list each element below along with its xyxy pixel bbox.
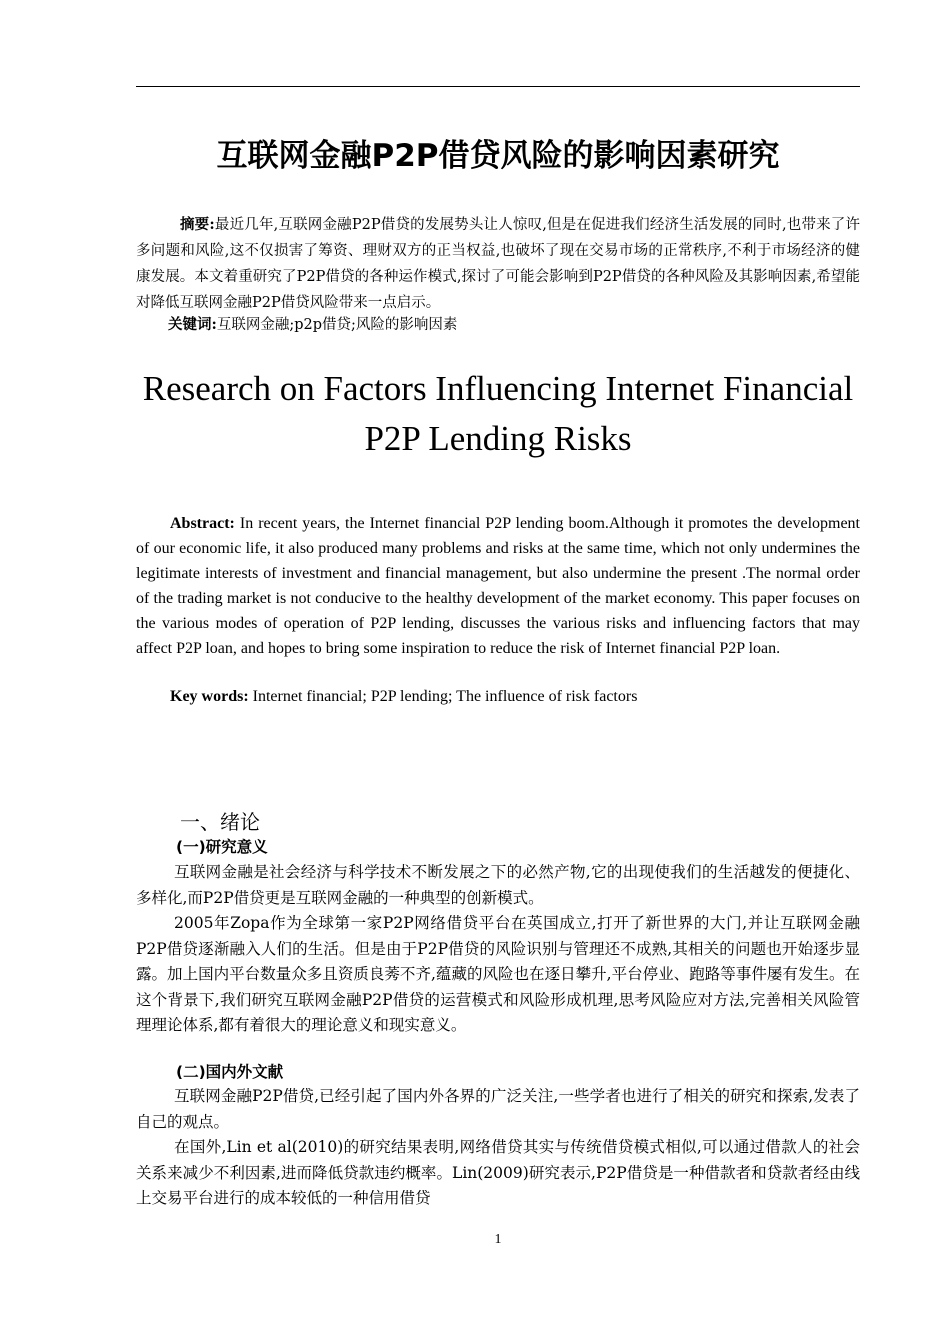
section-heading-introduction: 一、绪论 <box>180 810 260 834</box>
chinese-keywords <box>136 314 860 336</box>
chinese-abstract-label: 摘要: <box>180 216 215 233</box>
paragraph: 2005年Zopa作为全球第一家P2P网络借贷平台在英国成立,打开了新世界的大门,并让互联网金融P2P借贷逐渐融入人们的生活。但是由于P2P借贷的风险识别与管理还不成熟,其相关的问题也开始逐步显露。加上国内平台数量众多且资质良莠不齐,蕴藏的风险也在逐日攀升,平台停业、跑路等事件屡有发生。在这个背景下,我们研究互联网金融P2P借贷的运营模式和风险形成机理,思考风险应对方法,完善相关风险管理理论体系,都有着很大的理论意义和现实意义。 <box>136 914 860 1034</box>
chinese-keywords-text: 互联网金融;p2p借贷;风险的影响因素 <box>216 317 458 333</box>
subsection-heading-literature: (二)国内外文献 <box>176 1063 284 1081</box>
paragraph: 在国外,Lin et al(2010)的研究结果表明,网络借贷其实与传统借贷模式相似,可以通过借款人的社会关系来减少不利因素,进而降低贷款违约概率。Lin(2009)研究表示,P2P借贷是一种借款者和贷款者经由线上交易平台进行的成本较低的一种信用借贷 <box>136 1138 860 1207</box>
chinese-abstract <box>136 212 860 316</box>
chinese-keywords-label: 关键词: <box>168 316 217 333</box>
header-rule <box>136 86 860 87</box>
english-keywords <box>136 686 860 708</box>
chinese-title: 互联网金融P2P借贷风险的影响因素研究 <box>216 138 780 174</box>
paragraph: 互联网金融P2P借贷,已经引起了国内外各界的广泛关注,一些学者也进行了相关的研究和探索,发表了自己的观点。 <box>136 1087 860 1131</box>
page-number: 1 <box>494 1232 502 1247</box>
english-keywords-text: Internet financial; P2P lending; The influence of risk factors <box>252 688 638 705</box>
english-abstract-text: In recent years, the Internet financial P2P lending boom.Although it promotes the development of our economic life, it also produced many problems and risks at the same time, which not only undermines the legitimate interests of investment and financial management, but also undermine the present .The normal order of the trading market is not conducive to the healthy development of the market economy. This paper focuses on the various modes of operation of P2P lending, discusses the various risks and influencing factors that may affect P2P loan, and hopes to bring some inspiration to reduce the risk of Internet financial P2P loan. <box>136 515 861 657</box>
chinese-abstract-text: 最近几年,互联网金融P2P借贷的发展势头让人惊叹,但是在促进我们经济生活发展的同时,也带来了许多问题和风险,这不仅损害了筹资、理财双方的正当权益,也破坏了现在交易市场的正常秩序,不利于市场经济的健康发展。本文着重研究了P2P借贷的各种运作模式,探讨了可能会影响到P2P借贷的各种风险及其影响因素,希望能对降低互联网金融P2P借贷风险带来一点启示。 <box>136 217 860 311</box>
paragraph: 互联网金融是社会经济与科学技术不断发展之下的必然产物,它的出现使我们的生活越发的便捷化、多样化,而P2P借贷更是互联网金融的一种典型的创新模式。 <box>136 863 860 907</box>
english-abstract-label: Abstract: <box>170 515 235 532</box>
english-abstract <box>136 511 860 661</box>
english-title: Research on Factors Influencing Internet Financial P2P Lending Risks <box>142 369 854 458</box>
subsection-heading-significance: (一)研究意义 <box>176 838 268 856</box>
english-keywords-label: Key words: <box>170 688 249 705</box>
